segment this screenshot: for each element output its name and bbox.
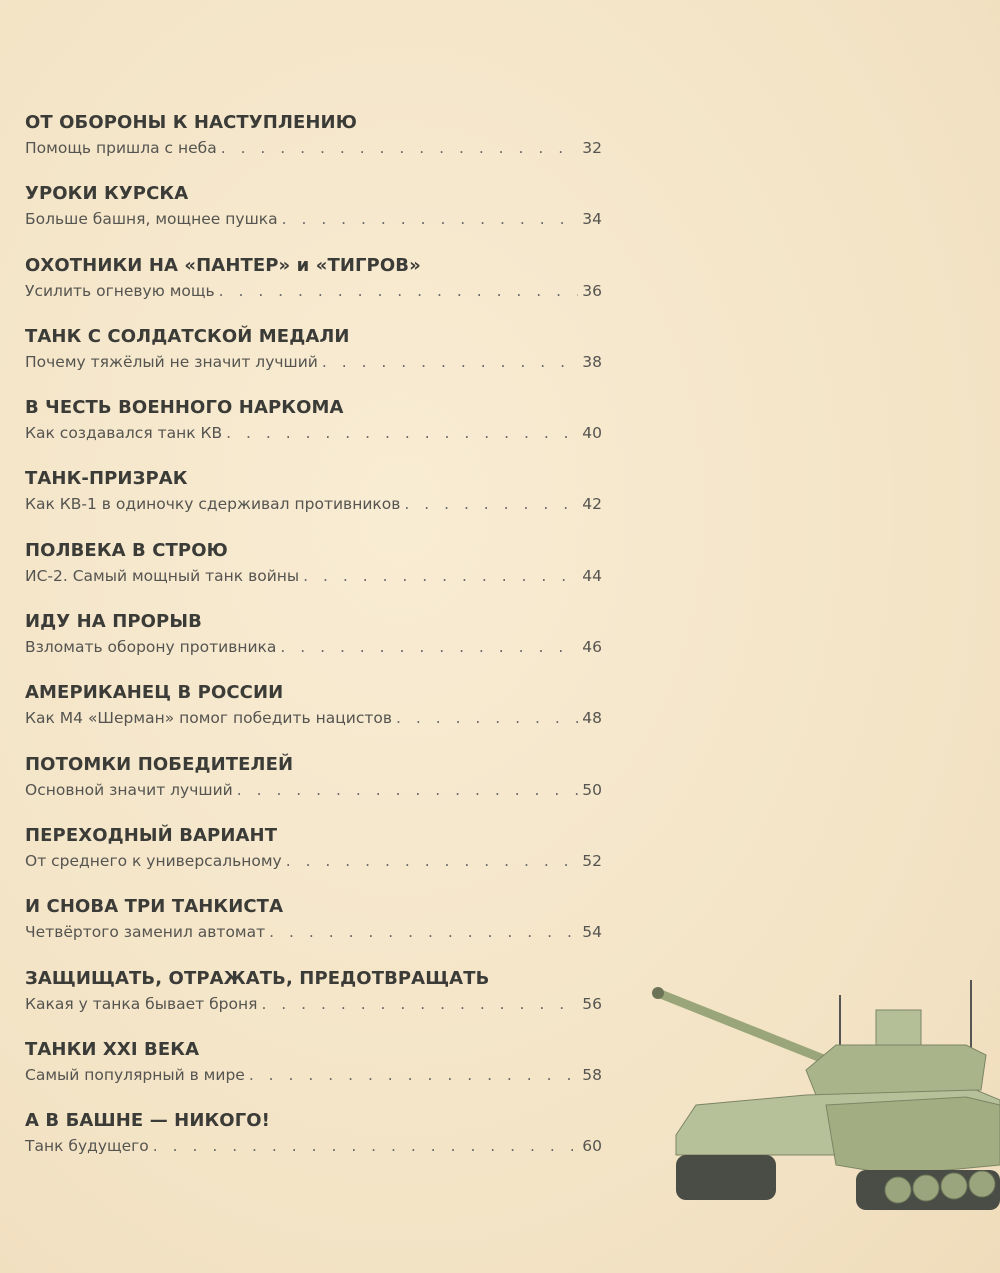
dot-leader	[221, 135, 579, 161]
toc-entry	[25, 254, 602, 325]
toc-entry	[25, 111, 602, 182]
section-subtitle: Помощь пришла с неба	[25, 139, 217, 157]
toc-entry	[25, 824, 602, 895]
page-number: 54	[582, 923, 602, 942]
page-number: 44	[582, 566, 602, 585]
section-title: ОТ ОБОРОНЫ К НАСТУПЛЕНИЮ	[25, 112, 357, 133]
toc-line	[25, 135, 602, 161]
section-subtitle: Усилить огневую мощь	[25, 281, 215, 300]
section-title: А В БАШНЕ — НИКОГО!	[25, 1110, 270, 1132]
page-number: 56	[582, 994, 602, 1013]
page-number: 40	[582, 424, 602, 443]
toc-entry	[25, 539, 602, 610]
section-subtitle: Четвёртого заменил автомат	[25, 923, 266, 942]
section-title: ЗАЩИЩАТЬ, ОТРАЖАТЬ, ПРЕДОТВРАЩАТЬ	[25, 967, 490, 989]
section-title: АМЕРИКАНЕЦ В РОССИИ	[25, 682, 284, 704]
page-number: 58	[582, 1065, 602, 1084]
page-number: 36	[582, 281, 602, 300]
toc-line	[25, 848, 602, 874]
section-title: ПОЛВЕКА В СТРОЮ	[25, 539, 228, 561]
dot-leader	[303, 563, 578, 589]
dot-leader	[249, 1062, 578, 1088]
toc-line	[25, 420, 602, 446]
section-subtitle: Как КВ-1 в одиночку сдерживал противников	[25, 495, 401, 514]
page-number: 52	[582, 851, 602, 870]
section-title: ТАНКИ XXI ВЕКА	[25, 1038, 200, 1060]
page-number: 32	[582, 139, 602, 157]
toc-line	[25, 1062, 602, 1088]
dot-leader	[219, 278, 579, 304]
dot-leader	[282, 206, 579, 232]
section-subtitle: От среднего к универсальному	[25, 851, 282, 870]
toc-entry	[25, 610, 602, 681]
section-title: В ЧЕСТЬ ВОЕННОГО НАРКОМА	[25, 397, 344, 419]
section-subtitle: ИС-2. Самый мощный танк войны	[25, 566, 300, 585]
section-subtitle: Танк будущего	[25, 1137, 149, 1156]
toc-line	[25, 563, 602, 589]
section-subtitle: Основной значит лучший	[25, 780, 233, 799]
dot-leader	[261, 991, 578, 1017]
page-number: 48	[582, 709, 602, 728]
section-subtitle: Как М4 «Шерман» помог победить нацистов	[25, 709, 393, 728]
dot-leader	[322, 349, 578, 375]
dot-leader	[396, 705, 578, 731]
page-number: 42	[582, 495, 602, 514]
toc-entry	[25, 467, 602, 538]
toc-line	[25, 491, 602, 517]
dot-leader	[153, 1133, 578, 1159]
page-number: 60	[582, 1137, 602, 1156]
toc-line	[25, 777, 602, 803]
toc-entry	[25, 753, 602, 824]
section-title: ТАНК-ПРИЗРАК	[25, 468, 188, 490]
tank-illustration	[636, 975, 1000, 1220]
section-title: ТАНК С СОЛДАТСКОЙ МЕДАЛИ	[25, 325, 350, 347]
toc-entry	[25, 1109, 602, 1180]
toc-entry	[25, 396, 602, 467]
section-title: ПОТОМКИ ПОБЕДИТЕЛЕЙ	[25, 753, 294, 775]
section-subtitle: Как создавался танк КВ	[25, 424, 223, 443]
toc-line	[25, 278, 602, 304]
toc-line	[25, 206, 602, 232]
section-title: ПЕРЕХОДНЫЙ ВАРИАНТ	[25, 824, 278, 846]
toc-line	[25, 991, 602, 1017]
section-subtitle: Больше башня, мощнее пушка	[25, 210, 278, 229]
dot-leader	[404, 491, 578, 517]
section-subtitle: Какая у танка бывает броня	[25, 994, 258, 1013]
dot-leader	[286, 848, 579, 874]
section-subtitle: Самый популярный в мире	[25, 1065, 245, 1084]
toc-line	[25, 349, 602, 375]
section-subtitle: Почему тяжёлый не значит лучший	[25, 352, 318, 371]
toc-entry	[25, 325, 602, 396]
dot-leader	[226, 420, 578, 446]
page-number: 46	[582, 638, 602, 657]
section-title: И СНОВА ТРИ ТАНКИСТА	[25, 896, 284, 918]
dot-leader	[280, 634, 578, 660]
toc-entry	[25, 182, 602, 253]
toc-line	[25, 705, 602, 731]
toc-entry	[25, 1038, 602, 1109]
section-title: УРОКИ КУРСКА	[25, 183, 189, 205]
toc-entry	[25, 895, 602, 966]
page-number: 50	[582, 780, 602, 799]
toc-line	[25, 919, 602, 945]
section-title: ИДУ НА ПРОРЫВ	[25, 611, 202, 633]
table-of-contents	[25, 111, 602, 1180]
toc-entry	[25, 967, 602, 1038]
dot-leader	[237, 777, 579, 803]
dot-leader	[269, 919, 578, 945]
section-title: ОХОТНИКИ НА «ПАНТЕР» и «ТИГРОВ»	[25, 254, 421, 276]
toc-line	[25, 1133, 602, 1159]
toc-entry	[25, 681, 602, 752]
section-subtitle: Взломать оборону противника	[25, 638, 277, 657]
page-number: 34	[582, 210, 602, 229]
page-number: 38	[582, 352, 602, 371]
toc-line	[25, 634, 602, 660]
